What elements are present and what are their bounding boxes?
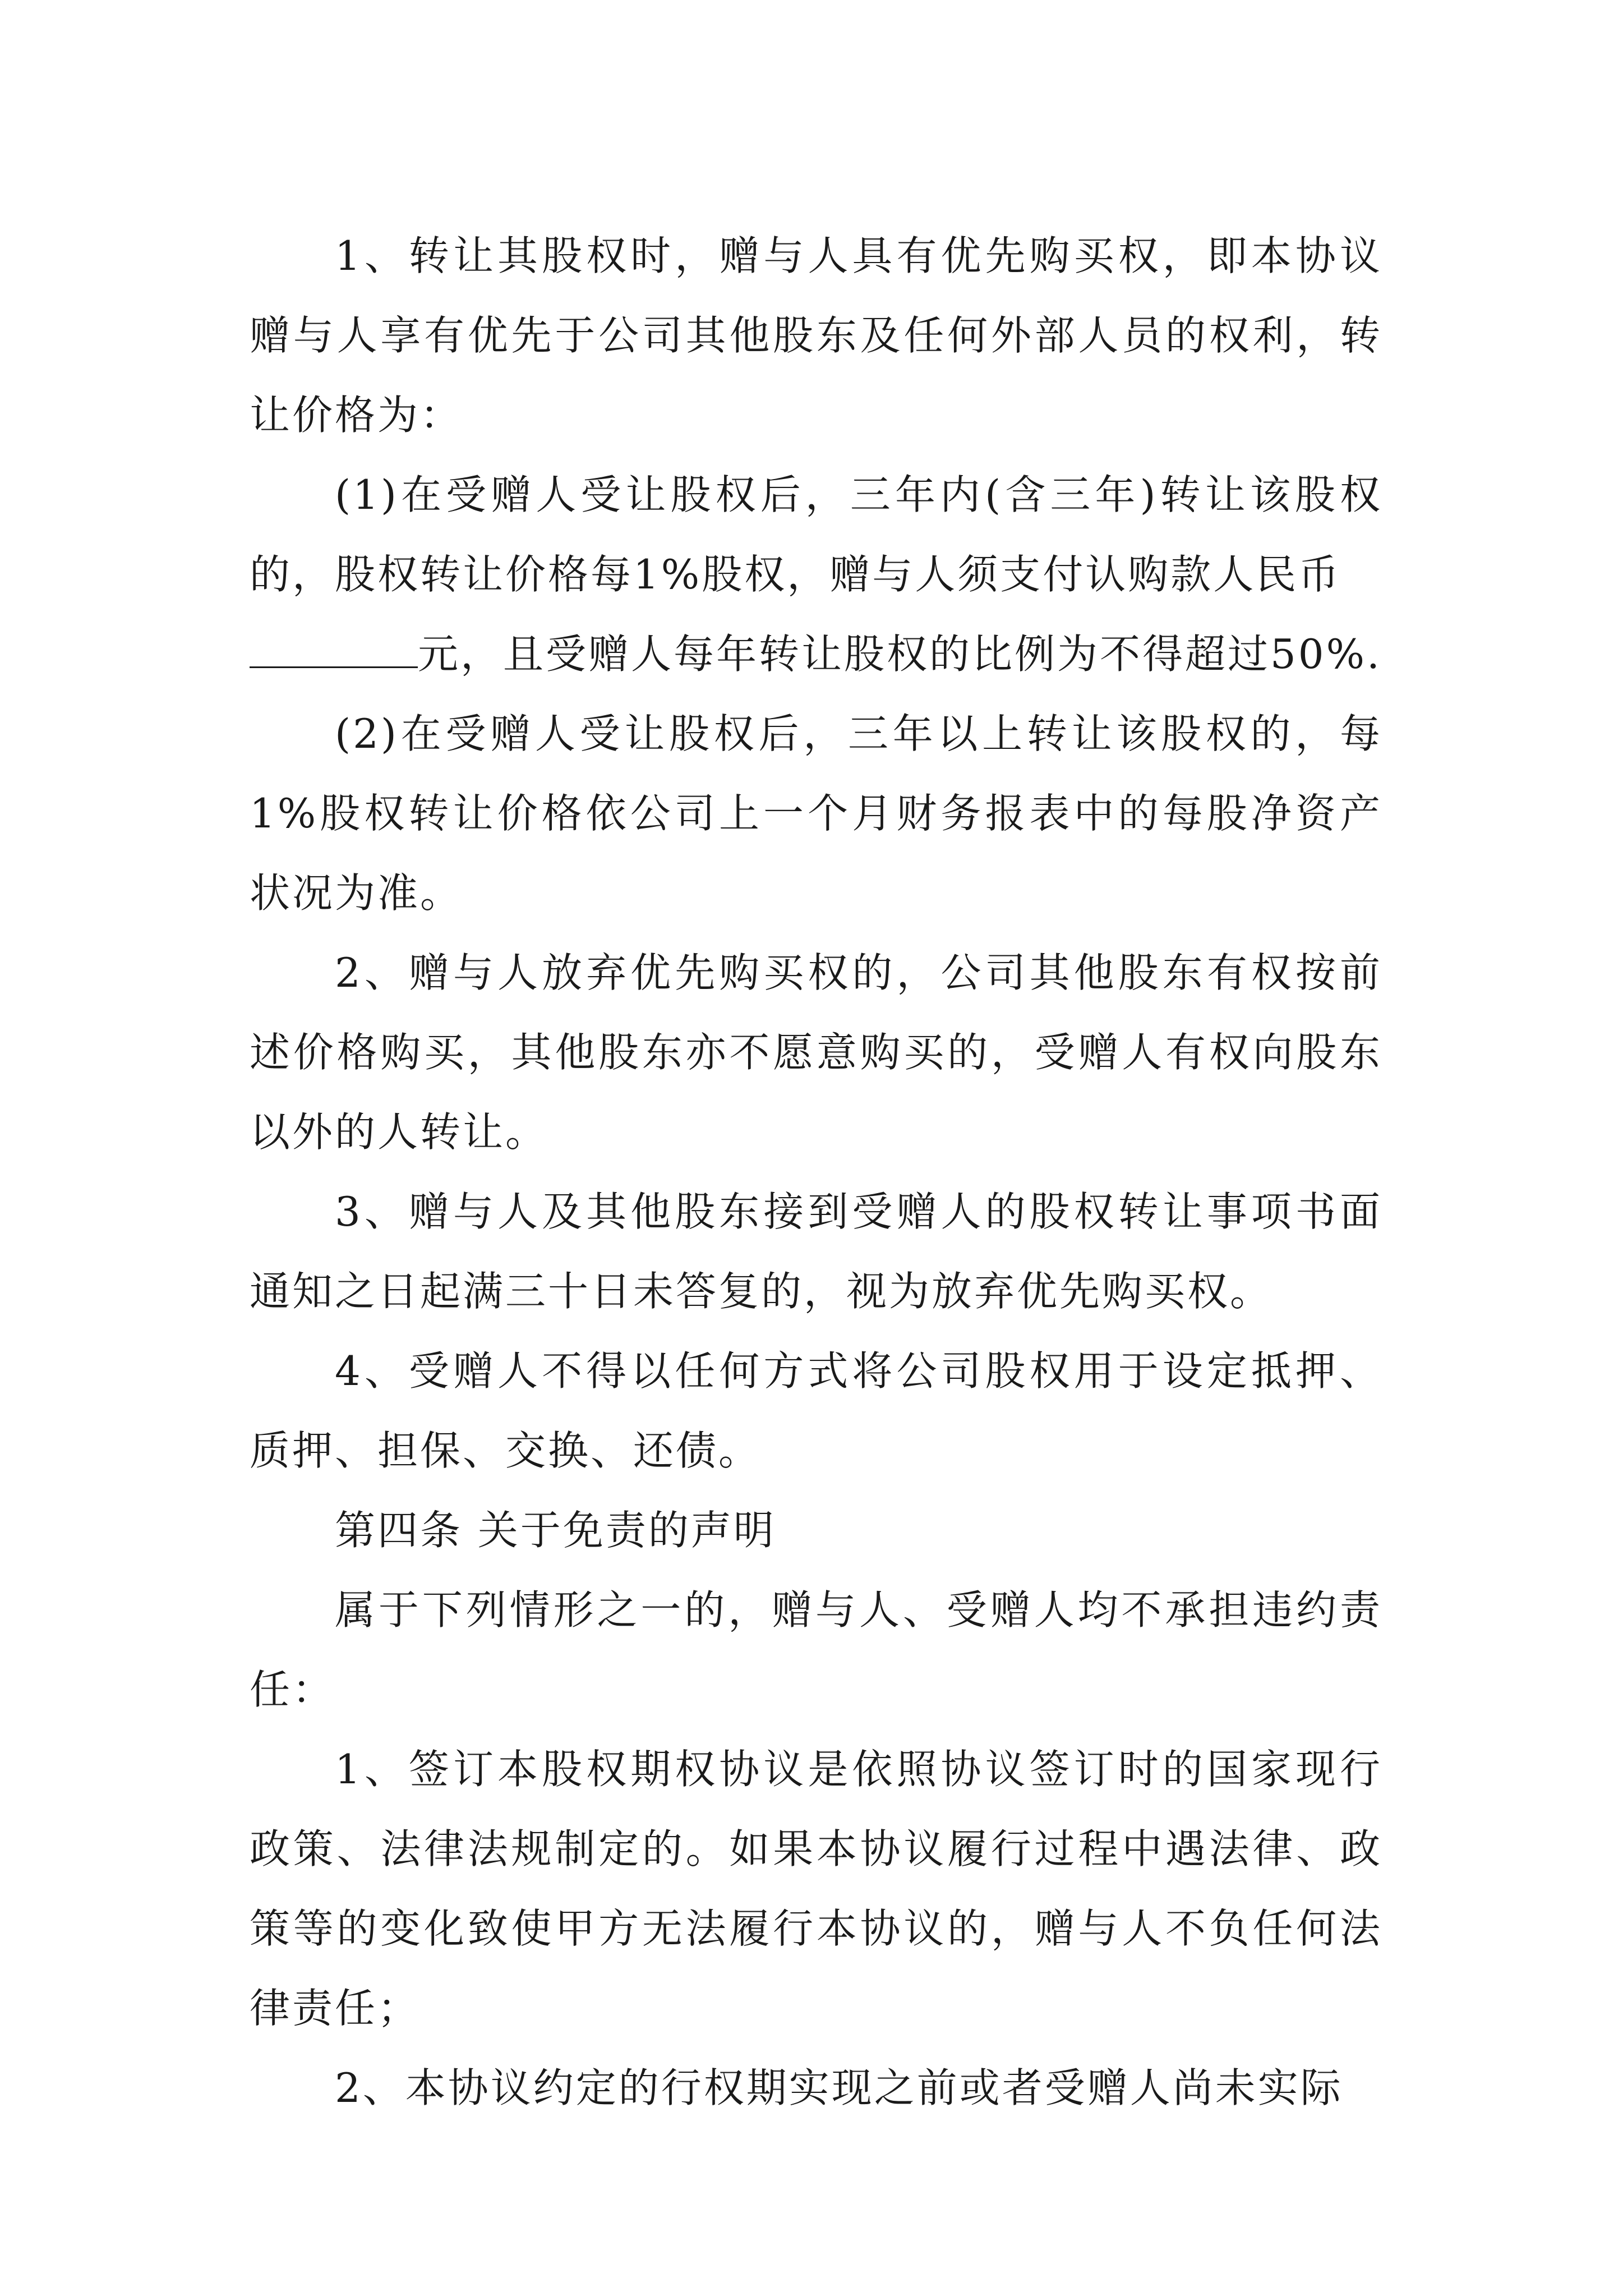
paragraph-exemption-2: 2、本协议约定的行权期实现之前或者受赠人尚未实际 — [335, 2064, 1343, 2111]
paragraph-exemption-1: 1、签订本股权期权协议是依照协议签订时的国家现行政策、法律法规制定的。如果本协议履行过程中遇法律、政策等的变化致使甲方无法履行本协议的，赠与人不负任何法律责任； — [250, 1746, 1382, 2032]
paragraph-clause-1-item-1-tail: 元，且受赠人每年转让股权的比例为不得超过50%. — [418, 631, 1382, 678]
paragraph-exemption-intro: 属于下列情形之一的，赠与人、受赠人均不承担违约责任： — [250, 1586, 1382, 1713]
blank-amount-line — [250, 633, 418, 668]
article-4-heading: 第四条 关于免责的声明 — [335, 1507, 776, 1554]
paragraph-clause-1-item-2: (2)在受赠人受让股权后，三年以上转让该股权的，每1%股权转让价格依公司上一个月财务报表中的每股净资产状况为准。 — [250, 710, 1382, 917]
paragraph-clause-2: 2、赠与人放弃优先购买权的，公司其他股东有权按前述价格购买，其他股东亦不愿意购买的，受赠人有权向股东以外的人转让。 — [250, 949, 1382, 1156]
paragraph-clause-1: 1、转让其股权时，赠与人具有优先购买权，即本协议赠与人享有优先于公司其他股东及任何外部人员的权利，转让价格为： — [250, 232, 1382, 439]
document-body — [250, 216, 1382, 2128]
paragraph-clause-1-item-1: (1)在受赠人受让股权后，三年内(含三年)转让该股权的，股权转让价格每1%股权，赠与人须支付认购款人民币 — [250, 471, 1382, 598]
paragraph-clause-4: 4、受赠人不得以任何方式将公司股权用于设定抵押、质押、担保、交换、还债。 — [250, 1347, 1382, 1474]
paragraph-clause-3: 3、赠与人及其他股东接到受赠人的股权转让事项书面通知之日起满三十日未答复的，视为放弃优先购买权。 — [250, 1188, 1382, 1315]
paragraph-clause-1-item-1-continued — [250, 614, 1382, 694]
